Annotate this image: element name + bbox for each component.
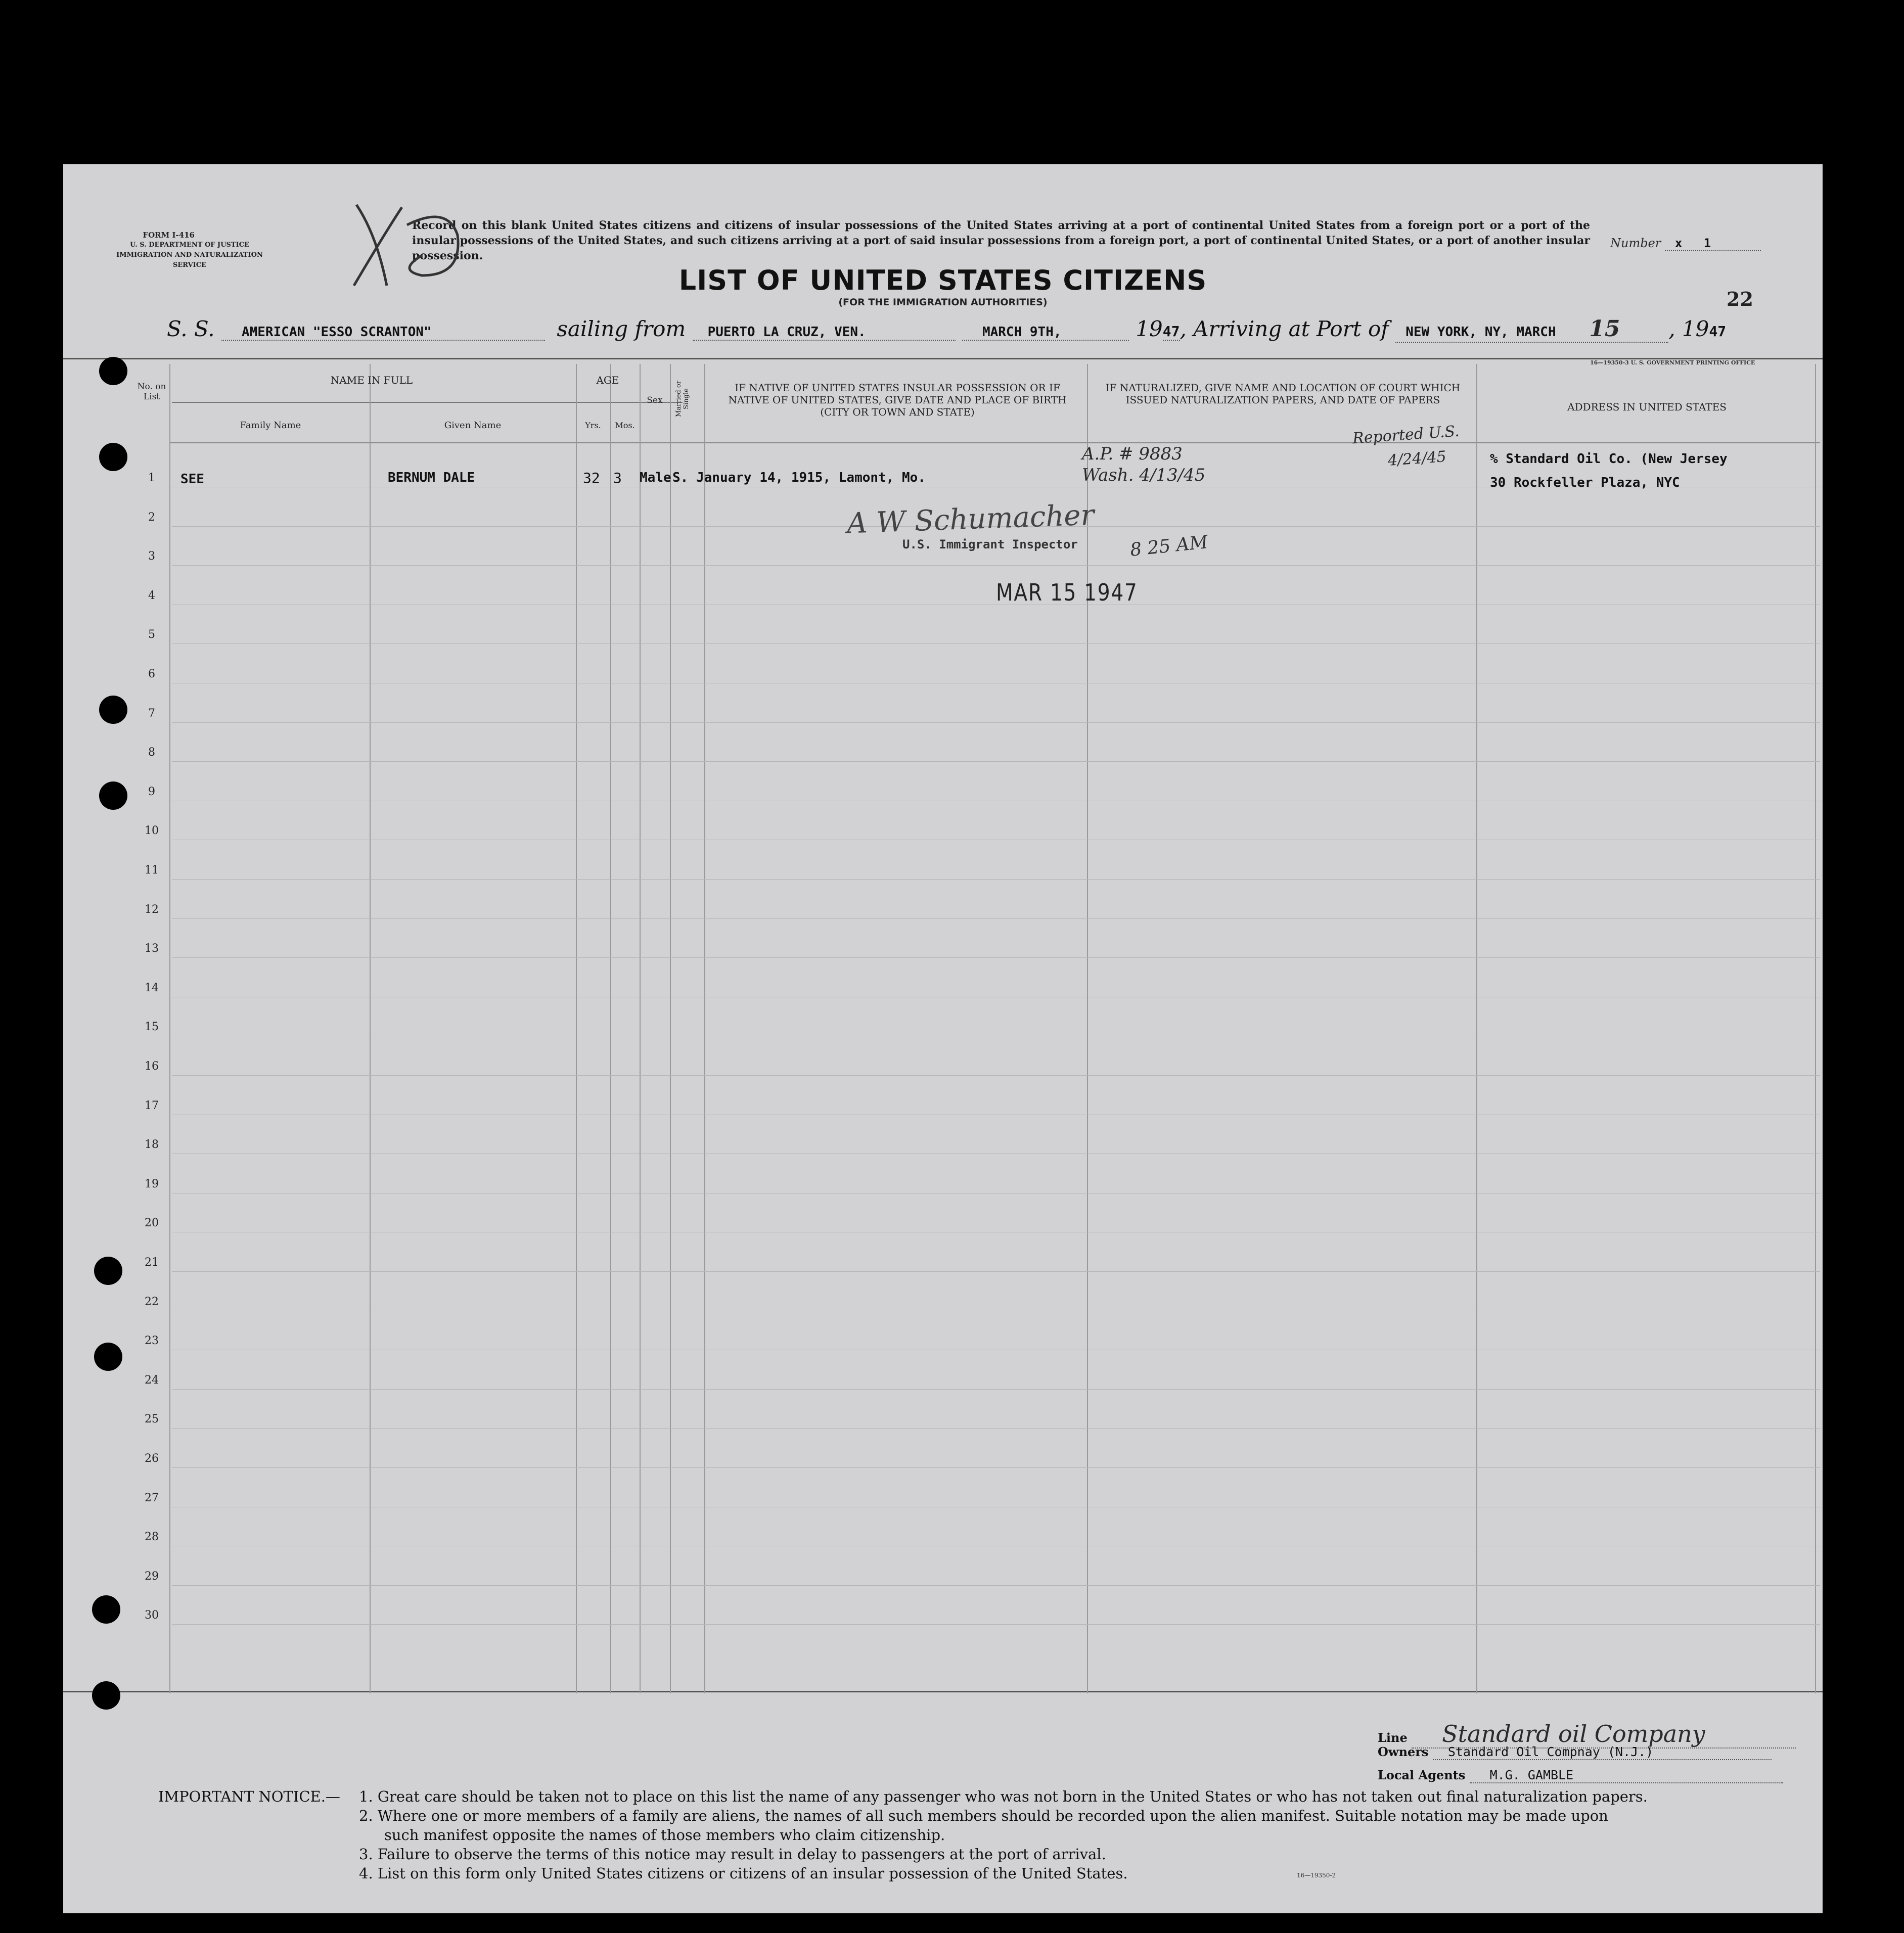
row-number: 7	[148, 707, 155, 720]
row-number: 29	[145, 1570, 159, 1583]
notice-4: 4. List on this form only United States citizens or citizens of an insular possession of the United States.	[359, 1865, 1128, 1882]
row-number: 4	[148, 589, 155, 602]
year-printed: 19	[1136, 316, 1163, 341]
name-age-underline	[172, 402, 683, 403]
agency-line2: IMMIGRATION AND NATURALIZATION SERVICE	[116, 251, 263, 269]
port-to-value: NEW YORK, NY,	[1406, 325, 1509, 340]
entry-sex: Male	[640, 470, 671, 485]
entry-naturalization-note: Reported U.S.	[1352, 422, 1460, 448]
row-number: 12	[145, 903, 159, 916]
arrival-month: MARCH	[1516, 325, 1556, 340]
punch-hole	[99, 696, 127, 724]
agency-line1: U. S. DEPARTMENT OF JUSTICE	[130, 241, 249, 249]
port-to	[1395, 316, 1668, 343]
entry-yrs: 32	[583, 470, 600, 486]
row-rule	[172, 1585, 1820, 1586]
entry-given-name: BERNUM DALE	[388, 470, 475, 485]
header-family-name: Family Name	[240, 420, 301, 431]
ss-label: S. S.	[167, 316, 215, 341]
entry-mos: 3	[613, 470, 622, 486]
inspector-title: U.S. Immigrant Inspector	[902, 537, 1078, 551]
punch-hole	[99, 443, 127, 471]
notice-3: 3. Failure to observe the terms of this notice may result in delay to passengers at the port of arrival.	[359, 1846, 1106, 1863]
row-number: 3	[148, 550, 155, 563]
row-number: 13	[145, 942, 159, 955]
manifest-page	[63, 164, 1823, 1913]
row-number: 5	[148, 628, 155, 641]
row-number: 17	[145, 1099, 159, 1112]
row-rule	[172, 722, 1820, 723]
row-number: 18	[145, 1138, 159, 1152]
agents-value: M.G. GAMBLE	[1470, 1768, 1783, 1783]
inspection-time: 8 25 AM	[1129, 532, 1209, 561]
page-subtitle: (FOR THE IMMIGRATION AUTHORITIES)	[838, 297, 1048, 308]
row-number: 8	[148, 746, 155, 759]
entry-naturalization-line1: A.P. # 9883	[1082, 444, 1183, 464]
row-number: 11	[145, 864, 159, 877]
number-label: Number	[1610, 236, 1661, 250]
header-no-on-list: No. on List	[137, 382, 166, 402]
print-code-bottom: 16—19350-2	[1297, 1872, 1336, 1879]
line-field	[1378, 1720, 1796, 1747]
entry-family-name: SEE	[180, 472, 204, 487]
header-birth: IF NATIVE OF UNITED STATES INSULAR POSSESSION OR IF NATIVE OF UNITED STATES, GIVE DATE AND PLACE OF BIRTH (CITY OR TOWN AND STATE)	[728, 382, 1067, 418]
agents-field	[1378, 1768, 1796, 1783]
page-title: LIST OF UNITED STATES CITIZENS	[678, 264, 1207, 296]
row-number: 19	[145, 1177, 159, 1190]
vessel-name: AMERICAN "ESSO SCRANTON"	[221, 325, 545, 341]
footer-fields	[1378, 1720, 1796, 1783]
year-typed: 47	[1162, 323, 1180, 340]
entry-address-line2: 30 Rockfeller Plaza, NYC	[1490, 475, 1680, 490]
line-value: Standard oil Company	[1412, 1720, 1796, 1748]
row-number: 30	[145, 1609, 159, 1622]
table-top-rule	[63, 358, 1823, 359]
punch-hole	[92, 1681, 120, 1710]
col-line-10	[1815, 364, 1816, 1693]
print-code-top: 16—19350-3 U. S. GOVERNMENT PRINTING OFFICE	[1590, 359, 1755, 366]
row-number: 2	[148, 511, 155, 524]
header-married-or-single: Married or Single	[675, 381, 690, 417]
row-number: 20	[145, 1217, 159, 1230]
row-number: 25	[145, 1413, 159, 1426]
col-line-4	[610, 364, 611, 1693]
port-from: PUERTO LA CRUZ, VEN.	[693, 325, 956, 341]
header-address: ADDRESS IN UNITED STATES	[1567, 401, 1727, 413]
row-rule	[172, 957, 1820, 958]
header-given-name: Given Name	[444, 420, 502, 431]
header-name-in-full: NAME IN FULL	[330, 374, 413, 386]
row-number: 26	[145, 1452, 159, 1465]
owners-label: Owners	[1378, 1744, 1429, 1759]
header-naturalized: IF NATURALIZED, GIVE NAME AND LOCATION OF COURT WHICH ISSUED NATURALIZATION PAPERS, AND DATE OF PAPERS	[1105, 382, 1461, 406]
row-rule	[172, 643, 1820, 644]
header-age: AGE	[596, 374, 619, 386]
number-value: x 1	[1665, 236, 1761, 251]
col-line-2	[370, 364, 371, 1693]
punch-hole	[94, 1343, 122, 1371]
header-mos: Mos.	[615, 421, 635, 430]
table-bottom-rule	[63, 1691, 1823, 1692]
date-from: MARCH 9TH,	[962, 325, 1129, 341]
number-field	[1610, 236, 1761, 251]
arrival-year-typed: 47	[1709, 323, 1727, 340]
punch-hole	[99, 357, 127, 385]
arrival-day: 15	[1589, 316, 1620, 342]
row-number: 15	[145, 1021, 159, 1034]
row-number: 10	[145, 824, 159, 838]
row-rule	[172, 1075, 1820, 1076]
date-stamp: MAR 15 1947	[996, 579, 1138, 606]
agents-label: Local Agents	[1378, 1768, 1466, 1782]
entry-birth: January 14, 1915, Lamont, Mo.	[696, 470, 926, 485]
entry-marital: S.	[672, 470, 689, 485]
owners-field	[1378, 1744, 1796, 1768]
col-line-9	[1476, 364, 1477, 1693]
entry-address-line1: % Standard Oil Co. (New Jersey	[1490, 451, 1728, 467]
line-label: Line	[1378, 1730, 1408, 1745]
col-line-8	[1087, 364, 1088, 1693]
owners-value: Standard Oil Compnay (N.J.)	[1433, 1744, 1772, 1760]
row-number: 27	[145, 1491, 159, 1504]
row-number: 16	[145, 1060, 159, 1073]
notice-heading: IMPORTANT NOTICE.—	[158, 1788, 340, 1805]
entry-naturalization-note-date: 4/24/45	[1387, 448, 1447, 470]
voyage-line: S. S. AMERICAN "ESSO SCRANTON" sailing from PUERTO LA CRUZ, VEN. MARCH 9TH, 1947, Arriving at Port of NEW YORK, NY, MARCH 15 , 1947	[167, 316, 1727, 342]
row-number: 23	[145, 1334, 159, 1348]
col-line-1	[169, 364, 170, 1693]
row-number: 6	[148, 668, 155, 680]
header-yrs: Yrs.	[585, 421, 601, 430]
header-sex: Sex	[647, 395, 663, 405]
inspector-signature: A W Schumacher	[846, 498, 1095, 540]
punch-hole	[94, 1257, 122, 1285]
arriving-label: Arriving at Port of	[1193, 316, 1389, 341]
punch-hole	[99, 781, 127, 810]
row-number: 21	[145, 1256, 159, 1269]
row-number: 28	[145, 1531, 159, 1544]
punch-hole	[92, 1595, 120, 1624]
row-rule	[172, 1389, 1820, 1390]
notice-2: 2. Where one or more members of a family are aliens, the names of all such members should be recorded upon the alien manifest. Suitable notation may be made upon	[359, 1807, 1608, 1824]
col-line-5	[640, 364, 641, 1693]
row-number: 22	[145, 1295, 159, 1308]
notice-1: 1. Great care should be taken not to place on this list the name of any passenger who was not born in the United States or who has not taken out final naturalization papers.	[359, 1788, 1648, 1805]
col-line-6	[670, 364, 671, 1693]
sailing-label: sailing from	[557, 316, 686, 341]
row-rule	[172, 1467, 1820, 1468]
row-rule	[172, 879, 1820, 880]
col-line-7	[704, 364, 705, 1693]
row-rule	[172, 761, 1820, 762]
form-instructions: Record on this blank United States citizens and citizens of insular possessions of the United States arriving at a port of continental United States from a foreign port or a port of the insular possessions of the United States, and such citizens arriving at a port of said insular possessions from a foreign port, a port of continental United States, or a port of another insular possession.	[412, 219, 1590, 262]
row-rule	[172, 1624, 1820, 1625]
notice-2-cont: such manifest opposite the names of those members who claim citizenship.	[384, 1826, 945, 1844]
handwritten-mark	[346, 200, 468, 296]
row-rule	[172, 565, 1820, 566]
header-rule	[169, 442, 1820, 443]
row-number: 9	[148, 785, 155, 798]
form-number: FORM I-416	[143, 231, 195, 240]
arrival-year-printed: 19	[1682, 316, 1709, 341]
row-rule	[172, 1428, 1820, 1429]
row-number: 1	[148, 472, 155, 484]
row-number: 14	[145, 981, 159, 994]
row-rule	[172, 918, 1820, 919]
row-rule	[172, 1271, 1820, 1272]
row-number: 24	[145, 1373, 159, 1387]
entry-naturalization-line2: Wash. 4/13/45	[1082, 465, 1206, 485]
col-line-3	[576, 364, 577, 1693]
page-number: 22	[1727, 288, 1753, 310]
